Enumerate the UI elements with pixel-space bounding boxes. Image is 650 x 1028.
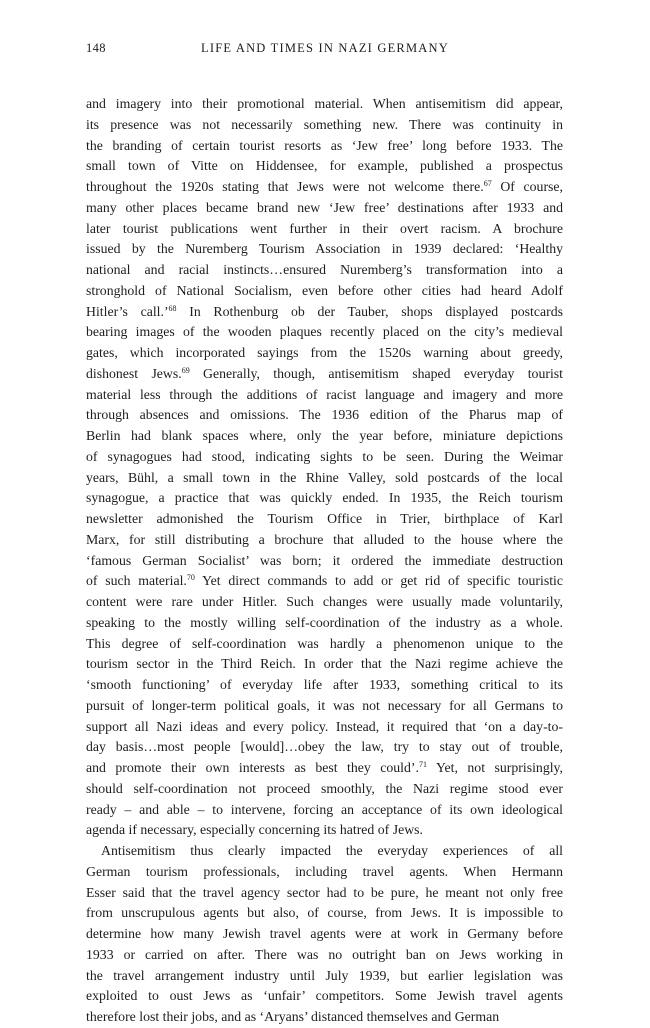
footnote-marker: 70 xyxy=(186,573,195,583)
line-text: from unscrupulous agents but also, of course, from Jews. It is impossible to xyxy=(86,905,563,921)
line-text: later tourist publications went further in their overt racism. A brochure xyxy=(86,220,563,236)
paragraph xyxy=(86,94,563,841)
footnote-marker: 67 xyxy=(483,179,492,188)
running-head xyxy=(86,41,564,59)
text-line xyxy=(86,986,563,1007)
text-line xyxy=(86,239,563,260)
text-line xyxy=(86,903,563,924)
text-line xyxy=(86,385,563,406)
line-text: speaking to the mostly willing self-coordination of the industry as a whole. xyxy=(86,614,563,630)
line-text: throughout the 1920s stating that Jews were not welcome there. xyxy=(86,179,484,194)
line-text: 1933 or carried on after. There was no outright ban on Jews working in xyxy=(86,946,563,962)
line-text: of synagogues had stood, indicating sights to be seen. During the Weimar xyxy=(86,448,563,464)
text-line xyxy=(86,115,563,136)
text-line xyxy=(86,758,563,779)
line-text: pursuit of longer-term political goals, it was not necessary for all Germans to xyxy=(86,697,563,713)
line-text: years, Bühl, a small town in the Rhine Valley, sold postcards of the local xyxy=(86,469,563,485)
text-line xyxy=(86,966,563,987)
text-line xyxy=(86,551,563,572)
line-text: the branding of certain tourist resorts as ‘Jew free’ long before 1933. The xyxy=(86,137,563,153)
text-line xyxy=(86,426,563,447)
footnote-marker: 71 xyxy=(418,760,427,769)
text-line xyxy=(86,613,563,634)
text-line xyxy=(86,136,563,157)
text-line xyxy=(86,696,563,717)
text-line xyxy=(86,156,563,177)
text-line xyxy=(86,468,563,489)
text-line xyxy=(86,281,563,302)
line-text: gates, which incorporated sayings from the 1520s warning about greedy, xyxy=(86,345,563,360)
text-line xyxy=(86,841,563,862)
line-text: ‘famous German Socialist’ was born; it ordered the immediate destruction xyxy=(86,552,563,568)
line-text: the travel arrangement industry until July 1939, but earlier legislation was xyxy=(86,967,563,983)
line-text: Yet, not surprisingly, xyxy=(426,760,563,775)
text-line xyxy=(86,198,563,219)
line-text: dishonest Jews. xyxy=(86,365,182,381)
text-line xyxy=(86,530,563,551)
line-text: should self-coordination not proceed smoothly, the Nazi regime stood ever xyxy=(86,780,563,796)
text-line xyxy=(86,219,563,240)
page-number: 148 xyxy=(86,41,106,55)
line-text: national and racial instincts…ensured Nuremberg’s transformation into a xyxy=(86,262,563,277)
line-text: exploited to oust Jews as ‘unfair’ competitors. Some Jewish travel agents xyxy=(86,988,563,1004)
line-text: Antisemitism thus clearly impacted the everyday experiences of all xyxy=(101,843,563,858)
text-line xyxy=(86,509,563,530)
text-line xyxy=(86,634,563,655)
text-line xyxy=(86,302,563,323)
text-line xyxy=(86,364,563,385)
footnote-marker: 68 xyxy=(168,303,177,313)
line-text: synagogue, a practice that was quickly ended. In 1935, the Reich tourism xyxy=(86,490,563,506)
text-line xyxy=(86,94,563,115)
line-text: content were rare under Hitler. Such changes were usually made voluntarily, xyxy=(86,594,563,609)
line-text: agenda if necessary, especially concerning its hatred of Jews. xyxy=(86,822,423,838)
text-line xyxy=(86,1007,563,1028)
line-text: Esser said that the travel agency sector had to be pure, he meant not only free xyxy=(86,884,563,900)
line-text: Of course, xyxy=(491,179,563,194)
line-text: ‘smooth functioning’ of everyday life after 1933, something critical to its xyxy=(86,677,563,692)
text-line xyxy=(86,862,563,883)
line-text: This degree of self-coordination was hardly a phenomenon unique to the xyxy=(86,635,563,651)
line-text: tourism sector in the Third Reich. In order that the Nazi regime achieve the xyxy=(86,656,563,672)
line-text: and imagery into their promotional material. When antisemitism did appear, xyxy=(86,96,563,111)
line-text: support all Nazi ideas and every policy. Instead, it required that ‘on a day-to- xyxy=(86,718,563,734)
line-text: In Rothenburg ob der Tauber, shops displayed postcards xyxy=(176,303,563,319)
text-line xyxy=(86,945,563,966)
text-line xyxy=(86,800,563,821)
text-line xyxy=(86,779,563,800)
line-text: determine how many Jewish travel agents were at work in Germany before xyxy=(86,926,563,941)
line-text: issued by the Nuremberg Tourism Association in 1939 declared: ‘Healthy xyxy=(86,241,563,257)
line-text: bearing images of the wooden plaques recently placed on the city’s medieval xyxy=(86,324,563,340)
text-line xyxy=(86,488,563,509)
text-line xyxy=(86,322,563,343)
line-text: day basis…most people [would]…obey the law, try to stay out of trouble, xyxy=(86,739,563,755)
text-line xyxy=(86,924,563,945)
line-text: ready – and able – to intervene, forcing an acceptance of its own ideological xyxy=(86,801,563,817)
running-title: LIFE AND TIMES IN NAZI GERMANY xyxy=(201,41,449,55)
line-text: through absences and omissions. The 1936 edition of the Pharus map of xyxy=(86,407,563,423)
text-line xyxy=(86,654,563,675)
line-text: and promote their own interests as best they could’. xyxy=(86,760,419,775)
footnote-marker: 69 xyxy=(181,365,190,375)
line-text: therefore lost their jobs, and as ‘Aryans’ distanced themselves and German xyxy=(86,1009,500,1024)
text-line xyxy=(86,737,563,758)
line-text: German tourism professionals, including travel agents. When Hermann xyxy=(86,863,563,879)
text-line xyxy=(86,447,563,468)
line-text: newsletter admonished the Tourism Office in Trier, birthplace of Karl xyxy=(86,511,563,526)
line-text: material less through the additions of racist language and imagery and more xyxy=(86,386,563,402)
paragraph xyxy=(86,841,563,1028)
line-text: Yet direct commands to add or get rid of specific touristic xyxy=(194,573,563,589)
text-line xyxy=(86,260,563,281)
text-line xyxy=(86,675,563,696)
line-text: of such material. xyxy=(86,573,187,589)
line-text: Hitler’s call.’ xyxy=(86,303,169,319)
text-line xyxy=(86,717,563,738)
text-line xyxy=(86,592,563,613)
line-text: small town of Vitte on Hiddensee, for example, published a prospectus xyxy=(86,158,563,174)
line-text: Berlin had blank spaces where, only the year before, miniature depictions xyxy=(86,428,563,443)
text-line xyxy=(86,177,563,198)
text-line xyxy=(86,571,563,592)
body-text xyxy=(86,94,563,1028)
text-line xyxy=(86,883,563,904)
text-line xyxy=(86,820,563,841)
line-text: stronghold of National Socialism, even before other cities had heard Adolf xyxy=(86,282,563,298)
text-line xyxy=(86,405,563,426)
line-text: Marx, for still distributing a brochure that alluded to the house where the xyxy=(86,531,563,547)
line-text: many other places became brand new ‘Jew free’ destinations after 1933 and xyxy=(86,199,563,215)
line-text: its presence was not necessarily something new. There was continuity in xyxy=(86,116,563,132)
line-text: Generally, though, antisemitism shaped everyday tourist xyxy=(189,365,563,381)
text-line xyxy=(86,343,563,364)
